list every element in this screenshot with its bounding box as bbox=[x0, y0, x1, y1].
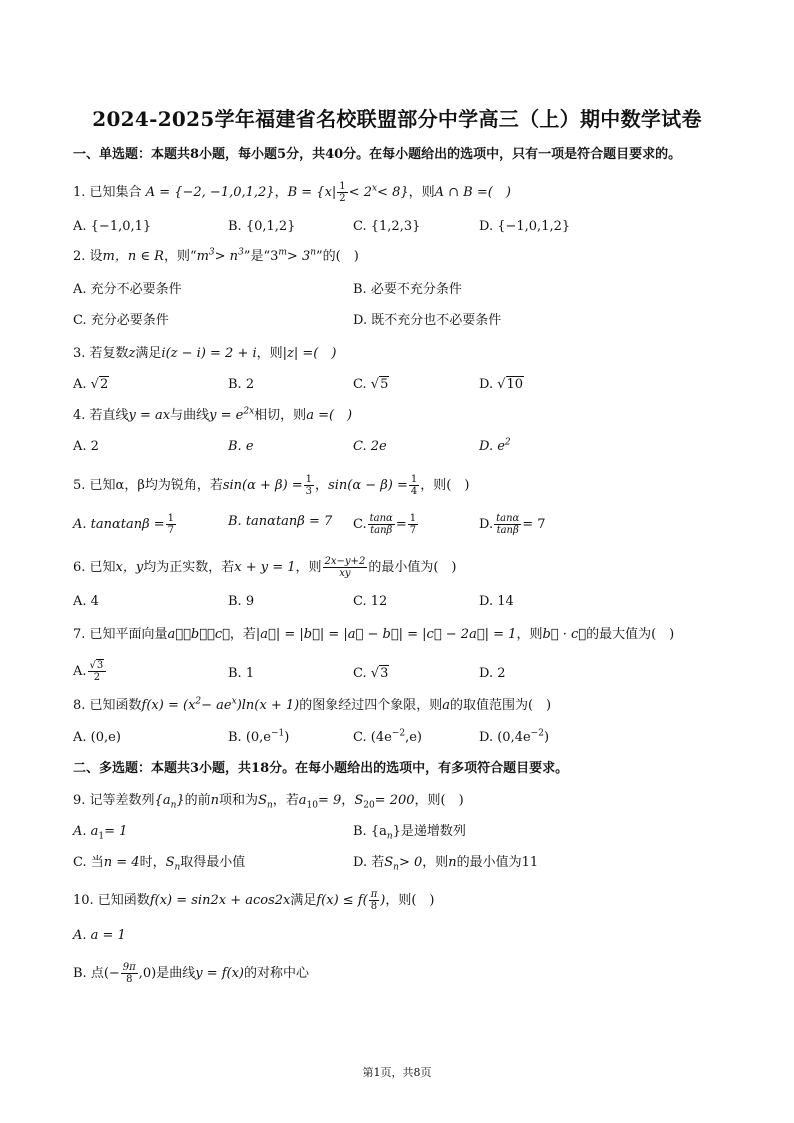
page-title: 2024-2025学年福建省名校联盟部分中学高三（上）期中数学试卷 bbox=[92, 107, 702, 131]
page-footer: 第1页，共8页 bbox=[362, 1066, 432, 1079]
question-5-stem: 5. 已知α，β均为锐角，若sin(α + β) = $\frac{1}{3}$ ，sin(α − β) = $\frac{1}{4}$ ，则( ) bbox=[73, 474, 470, 497]
question-2-stem: 2. 设m，n ∈ R，则“$m^3> n^3$”是“$3^m> 3^n$”的( ) bbox=[73, 247, 359, 264]
q1-question: A ∩ B =( ) bbox=[434, 185, 511, 200]
q4-option-b: B. e bbox=[228, 439, 254, 454]
question-4-stem: 4. 若直线y = ax与曲线$y = e^{2x}$相切，则a =( ) bbox=[73, 406, 353, 423]
q3-option-b: B. 2 bbox=[228, 377, 255, 392]
q4-option-a: A. 2 bbox=[73, 439, 99, 454]
q2-option-a: A. 充分不必要条件 bbox=[73, 282, 182, 297]
q5-option-d: D. $\frac{\tan\alpha}{\tan\beta}$ = 7 bbox=[479, 513, 546, 536]
q6-option-a: A. 4 bbox=[73, 594, 99, 609]
question-10-stem: 10. 已知函数f(x) = sin2x + acos2x满足f(x) ≤ f( $\frac{\pi}{8}$ )，则( ) bbox=[73, 889, 435, 912]
q2-option-c: C. 充分必要条件 bbox=[73, 313, 169, 328]
q4-option-c: C. 2e bbox=[353, 439, 387, 454]
q1-option-d: D. {−1,0,1,2} bbox=[479, 219, 571, 234]
question-3-stem: 3. 若复数z满足i(z − i) = 2 + i，则|z| =( ) bbox=[73, 346, 337, 361]
q1-set-b-prefix: B = {x| bbox=[287, 185, 337, 200]
q1-text: 1. 已知集合 bbox=[73, 185, 142, 200]
q4-option-d: D. $e^2$ bbox=[479, 437, 511, 454]
section-heading-multi-choice: 二、多选题：本题共3小题，共18分。在每小题给出的选项中，有多项符合题目要求。 bbox=[73, 761, 569, 776]
q8-option-c: C. $(4e^{-2},e)$ bbox=[353, 728, 422, 745]
q10-option-a: A. a = 1 bbox=[73, 928, 126, 943]
q1-option-c: C. {1,2,3} bbox=[353, 219, 421, 234]
question-8-stem: 8. 已知函数$f(x) = (x^2- ae^x)\ln(x + 1)$的图象经过四个象限，则a的取值范围为( ) bbox=[73, 696, 552, 713]
question-1-stem: 1. 已知集合 A = {−2, −1,0,1,2}，B = {x| $\frac{1}{2}$ < $2^x< 8$}，则A ∩ B =( ) bbox=[73, 181, 511, 204]
q9-option-c: C. 当n = 4时，$S_n$取得最小值 bbox=[73, 855, 246, 873]
question-7-stem: 7. 已知平面向量a⃗，b⃗，c⃗，若|a⃗| = |b⃗| = |a⃗ − b⃗| = |c⃗ − 2a⃗| = 1，则b⃗ · c⃗的最大值为( ) bbox=[73, 627, 675, 642]
q9-option-a: A. $a_1= 1$ bbox=[73, 824, 128, 842]
q1-option-a: A. {−1,0,1} bbox=[73, 219, 152, 234]
q6-option-d: D. 14 bbox=[479, 594, 514, 609]
q1-set-a: A = {−2, −1,0,1,2} bbox=[145, 185, 275, 200]
q7-option-d: D. 2 bbox=[479, 666, 506, 681]
q2-option-d: D. 既不充分也不必要条件 bbox=[353, 313, 502, 328]
q8-option-d: D. $(0,4e^{-2})$ bbox=[479, 728, 550, 745]
q5-option-c: C. $\frac{\tan\alpha}{\tan\beta}$ = $\frac{1}{7}$ bbox=[353, 513, 417, 536]
q7-option-a: A. $\frac{√3}{2}$ bbox=[73, 660, 107, 683]
q6-option-c: C. 12 bbox=[353, 594, 388, 609]
q3-option-a: A. √2 bbox=[73, 377, 109, 392]
q3-option-d: D. √10 bbox=[479, 377, 524, 392]
q1-fraction: $\frac{1}{2}$ bbox=[339, 181, 346, 204]
q9-option-d: D. 若$S_n> 0$，则n的最小值为11 bbox=[353, 855, 539, 873]
q3-option-c: C. √5 bbox=[353, 377, 389, 392]
q6-option-b: B. 9 bbox=[228, 594, 255, 609]
q8-option-b: B. $(0,e^{-1})$ bbox=[228, 728, 290, 745]
question-9-stem: 9. 记等差数列$\{a_n\}$的前n项和为$S_n$，若$a_{10}= 9$，$S_{20}= 200$，则( ) bbox=[73, 793, 464, 811]
q8-option-a: A. (0,e) bbox=[73, 730, 121, 745]
section-heading-single-choice: 一、单选题：本题共8小题，每小题5分，共40分。在每小题给出的选项中，只有一项是符合题目要求的。 bbox=[73, 147, 682, 162]
q5-option-b: B. tanαtanβ = 7 bbox=[228, 514, 333, 529]
question-6-stem: 6. 已知x，y均为正实数，若x + y = 1，则 $\frac{2x-y+2}{xy}$ 的最小值为( ) bbox=[73, 556, 457, 579]
q9-option-b: B. $\{a_n\}$是递增数列 bbox=[353, 824, 466, 842]
q7-option-b: B. 1 bbox=[228, 666, 255, 681]
q5-option-a: A. tanαtanβ = $\frac{1}{7}$ bbox=[73, 513, 175, 536]
q2-option-b: B. 必要不充分条件 bbox=[353, 282, 462, 297]
q1-option-b: B. {0,1,2} bbox=[228, 219, 296, 234]
q7-option-c: C. √3 bbox=[353, 666, 389, 681]
q10-option-b: B. 点(− $\frac{9\pi}{8}$ ,0)是曲线y = f(x)的对称中心 bbox=[73, 962, 310, 985]
